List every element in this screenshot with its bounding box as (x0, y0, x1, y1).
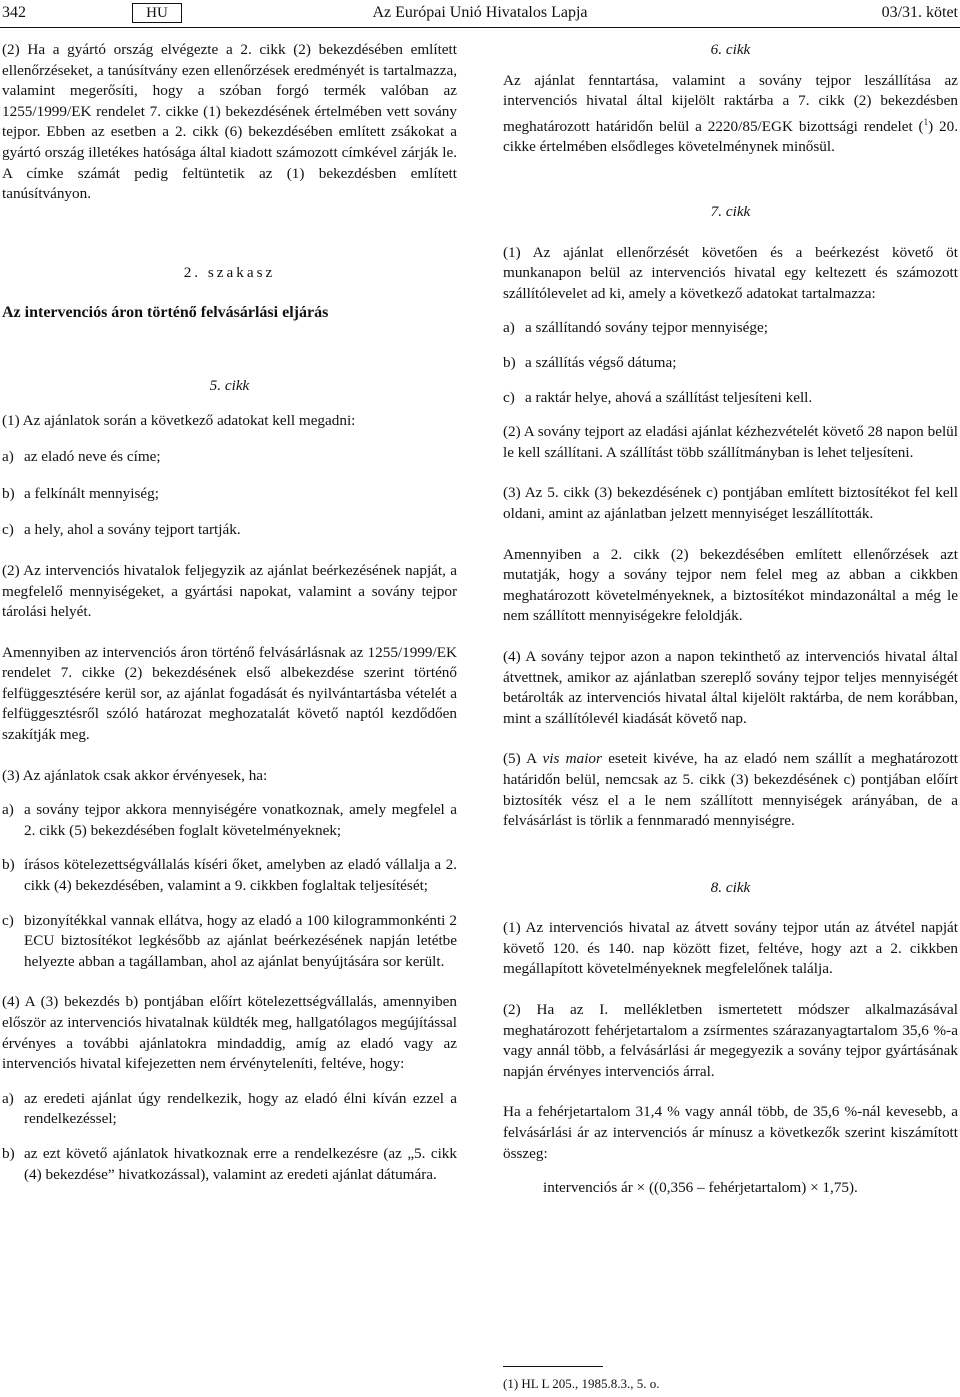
list-item-text: írásos kötelezettségvállalás kíséri őket, amelyben az eladó vállalja a 2. cikk (4) bekezdésében, valamint a 9. cikkben foglaltak teljesítését; (24, 856, 457, 895)
list-item-text: az eredeti ajánlat úgy rendelkezik, hogy az eladó élni kíván ezzel a rendelkezéssel; (24, 1089, 457, 1128)
list-item (2, 1089, 457, 1130)
art5-para-1: (1) Az ajánlatok során a következő adatokat kell megadni: (2, 411, 356, 429)
art7-para-1-list (503, 304, 958, 408)
list-item-text: a szállítás végső dátuma; (525, 354, 677, 371)
list-item (2, 911, 457, 973)
list-item (2, 447, 457, 468)
art5-para-2b: Amennyiben az intervenciós áron történő felvásárlásnak az 1255/1999/EK rendelet 7. cikke (2) bekezdésének első albekezdése szerint történő felfüggesztésére kerül sor, az ajánlat fogadását és nyilvántartásba vételét a felfüggesztésről szóló határozat meghozatalát követő naptól kezdődően szakítják meg. (2, 643, 457, 744)
art7-para-4: (4) A sovány tejpor azon a napon tekinthető az intervenciós hivatal által átvettnek, amikor az ajánlatban szereplő sovány tejpor teljes mennyiségét betárolták az intervenciós hivatal által kijelölt raktárba, de nem korábban, mint a szállítólevél kiadását követő nap. (503, 647, 958, 727)
list-item (2, 520, 457, 541)
list-item (2, 855, 457, 896)
footnote-ref[interactable]: 1 (923, 116, 929, 127)
right-column (503, 40, 958, 1199)
list-item-label: b) (2, 484, 15, 502)
art7-para-3: (3) Az 5. cikk (3) bekezdésének c) pontjában említett biztosítékot fel kell oldani, amint az ajánlatban jelzett mennyiséget leszállították. (503, 484, 958, 522)
list-item-label: b) (2, 856, 15, 874)
list-item-text: bizonyítékkal vannak ellátva, hogy az eladó a 100 kilogrammonkénti 2 ECU biztosítékot legkésőbb az ajánlat beérkezésének napján letétbe helyezte abban a tagállamban, ahol az ajánlat benyújtására sor került. (24, 911, 457, 970)
list-item (503, 388, 958, 409)
list-item (2, 484, 457, 505)
article-5-title: 5. cikk (209, 376, 250, 394)
article-6-title: 6. cikk (710, 41, 751, 58)
list-item-label: a) (2, 1089, 14, 1107)
header-rule (0, 27, 960, 28)
language-badge: HU (132, 3, 182, 23)
list-item-label: a) (2, 801, 14, 819)
list-item-text: a felkínált mennyiség; (24, 484, 159, 502)
art8-para-1: (1) Az intervenciós hivatal az átvett sovány tejpor után az átvétel napját követő 120. és 140. nap között fizet, feltéve, hogy azt a 2. cikkben megállapított követelményeknek megfelelőnek találja. (503, 919, 958, 978)
art7-para-1: (1) Az ajánlat ellenőrzését követően és a beérkezést követő öt munkanapon belül az intervenciós hivatal egy keltezett és számozott szállítólevelet ad ki, amely a következő adatokat tartalmazza: (503, 243, 958, 302)
list-item-text: a sovány tejpor akkora mennyiségére vonatkoznak, amely megfelel a 2. cikk (5) bekezdésében foglalt követelményeknek; (24, 801, 457, 839)
list-item-label: a) (2, 448, 14, 466)
publication-title: Az Európai Unió Hivatalos Lapja (372, 4, 588, 21)
list-item-text: a raktár helye, ahová a szállítást teljesíteni kell. (525, 388, 813, 406)
list-item-text: az ezt követő ajánlatok hivatkoznak erre a rendelkezésre (az „5. cikk (4) bekezdése” hivatkozással), valamint az eredeti ajánlat dátumára. (24, 1144, 457, 1183)
list-item-label: c) (503, 388, 515, 406)
page-number: 342 (2, 4, 26, 21)
list-item-text: a szállítandó sovány tejpor mennyisége; (525, 319, 768, 337)
footnote: (1) HL L 205., 1985.8.3., 5. o. (503, 1376, 660, 1391)
page-header (0, 0, 960, 30)
list-item-label: c) (2, 521, 14, 539)
list-item-label: a) (503, 319, 515, 337)
list-item-label: c) (2, 911, 14, 929)
article-8-title: 8. cikk (710, 878, 751, 896)
list-item-text: az eladó neve és címe; (24, 448, 161, 466)
art5-para-4: (4) A (3) bekezdés b) pontjában előírt kötelezettségvállalás, amennyiben először az intervenciós hivatalnak küldték meg, hallgatólagos megújítással érvényes a további ajánlatokra mindaddig, amíg az eladó vagy az intervenciós hivatal kifejezetten nem érvényteleníti, feltéve, hogy: (2, 993, 457, 1073)
list-item-text: a hely, ahol a sovány tejport tartják. (24, 521, 241, 539)
art7-para-2: (2) A sovány tejport az eladási ajánlat kézhezvételét követő 28 napon belül le kell szállítani. A szállítást több szállítmányban is lehet teljesíteni. (503, 423, 958, 461)
section-title: Az intervenciós áron történő felvásárlási eljárás (2, 304, 329, 322)
section-number: 2. szakasz (183, 263, 276, 281)
art5-para-1-list (2, 431, 457, 541)
list-item (503, 353, 958, 374)
list-item-label: b) (2, 1144, 15, 1162)
art7-para-3b: Amennyiben a 2. cikk (2) bekezdésében említett ellenőrzések azt mutatják, hogy a sovány tejpor nem felel meg az abban a cikkben meghatározott követelményeknek, a biztosítékot mindazonáltal a még le nem szállított mennyiségekre feloldják. (503, 545, 958, 625)
list-item (2, 800, 457, 841)
art7-para-5: (5) A vis maior eseteit kivéve, ha az eladó nem szállít a meghatározott határidőn belül, nemcsak az 5. cikk (3) bekezdésének c) pontjában előírt biztosíték vész el a le nem szállított mennyiségek arányában, de a felvásárlást is törlik a fennmaradó mennyiségre. (503, 750, 959, 830)
price-formula: intervenciós ár × ((0,356 – fehérjetartalom) × 1,75). (543, 1179, 858, 1197)
list-item (2, 1144, 457, 1185)
list-item (503, 318, 958, 339)
article-7-title: 7. cikk (710, 203, 751, 221)
art6-text: Az ajánlat fenntartása, valamint a sovány tejpor leszállítása az intervenciós hivatal által kijelölt raktárba a 7. cikk (2) bekezdésben meghatározott határidőn belül a 2220/85/EGK bizottsági rendelet ($^1$) 20. cikke értelmében elsődleges követelménynek minősül. (503, 71, 958, 156)
art5-para-4-list (2, 1075, 457, 1185)
volume-label: 03/31. kötet (881, 4, 958, 21)
list-item-label: b) (503, 354, 516, 371)
art8-para-2: (2) Ha az I. mellékletben ismertetett módszer alkalmazásával meghatározott fehérjetartalom a zsírmentes szárazanyagtartalom 35,6 %-a vagy annál több, a felvásárlási ár megegyezik a sovány tejpor gyártásának napján érvényes intervenciós árral. (503, 1001, 958, 1080)
art8-para-2b: Ha a fehérjetartalom 31,4 % vagy annál több, de 35,6 %-nál kevesebb, a felvásárlási ár az intervenciós ár mínusz a következők szerint kiszámított összeg: (503, 1103, 958, 1162)
art5-para-3: (3) Az ajánlatok csak akkor érvényesek, ha: (2, 766, 268, 784)
footnote-rule (503, 1366, 603, 1367)
left-column (2, 40, 457, 1185)
art5-para-3-list (2, 786, 457, 972)
art5-para-2: (2) Az intervenciós hivatalok feljegyzik az ajánlat beérkezésének napját, a megfelelő mennyiségeket, a gyártási napokat, valamint a sovány tejpor tárolási helyét. (2, 561, 457, 621)
intro-paragraph: (2) Ha a gyártó ország elvégezte a 2. cikk (2) bekezdésében említett ellenőrzéseket, a tanúsítvány ezen ellenőrzések eredményét is tartalmazza, valamint megerősíti, hogy a szóban forgó termék valóban az 1255/1999/EK rendelet 7. cikke (1) bekezdésének értelmében vett sovány tejpor. Ebben az esetben a 2. cikk (6) bekezdésében említett zsákokat a gyártó ország illetékes hatósága által kiadott számozott címkével zárják le. A címke számát pedig feltüntetik az (1) bekezdésben említett tanúsítványon. (2, 41, 457, 203)
